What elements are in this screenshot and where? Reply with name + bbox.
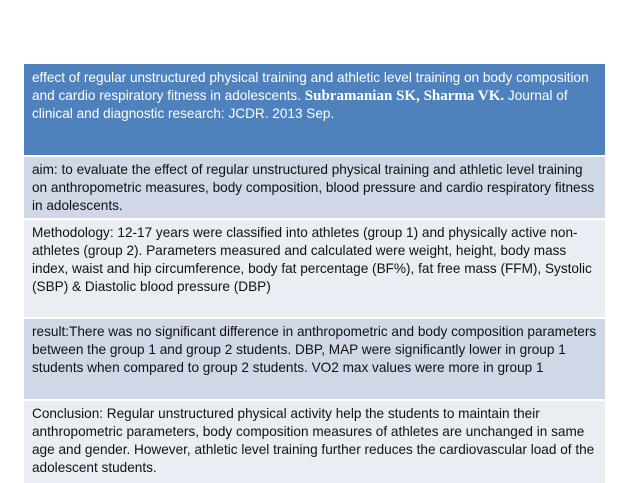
- result-text: result:There was no significant difference in anthropometric and body composition parameters between the group 1 and group 2 students. DBP, MAP were significantly lower in group 1 students when compared to group 2 students. VO2 max values were more in group 1: [32, 324, 597, 375]
- methodology-text: Methodology: 12-17 years were classified into athletes (group 1) and physically active non-athletes (group 2). Parameters measured and calculated were weight, height, body mass index, waist and hip circumference, body fat percentage (BF%), fat free mass (FFM), Systolic (SBP) & Diastolic blood pressure (DBP): [32, 225, 592, 294]
- aim-text: aim: to evaluate the effect of regular unstructured physical training and athletic level training on anthropometric measures, body composition, blood pressure and cardio respiratory fitness in adolescents.: [32, 162, 595, 213]
- citation-authors: Subramanian SK, Sharma VK.: [304, 88, 505, 104]
- conclusion-row: [24, 401, 605, 483]
- result-row: [24, 319, 605, 401]
- citation-title: effect of regular unstructured physical training and athletic level training on body composition and cardio respiratory fitness in adolescents.: [32, 70, 589, 103]
- citation-header: [24, 64, 605, 157]
- conclusion-text: Conclusion: Regular unstructured physical activity help the students to maintain their anthropometric parameters, body composition measures of athletes are unchanged in same age and gender. However, athletic level training further reduces the cardiovascular load of the adolescent students.: [32, 406, 595, 475]
- methodology-row: [24, 220, 605, 319]
- aim-row: [24, 157, 605, 220]
- summary-table: [24, 64, 605, 483]
- citation-journal: Journal of clinical and diagnostic research: JCDR. 2013 Sep.: [32, 88, 568, 121]
